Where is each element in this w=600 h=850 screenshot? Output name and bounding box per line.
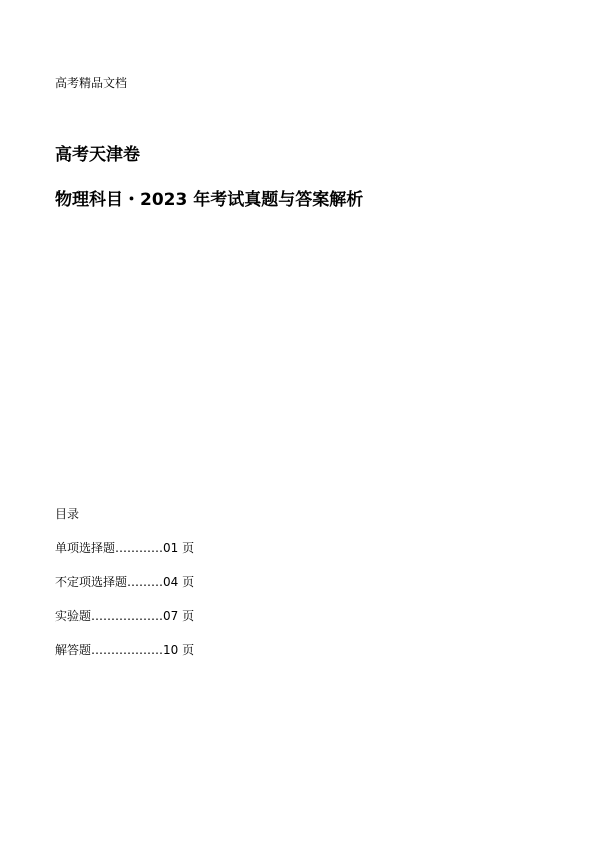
document-title: 高考天津卷: [55, 145, 140, 165]
table-of-contents: [55, 540, 194, 676]
toc-item-experiment: 实验题………………07 页: [55, 609, 195, 623]
toc-item-single-choice: 单项选择题…………01 页: [55, 541, 195, 555]
toc-item-multiple-choice: 不定项选择题………04 页: [55, 575, 195, 589]
header-label: 高考精品文档: [55, 76, 128, 90]
toc-item-problem-solving: 解答题………………10 页: [55, 643, 195, 657]
document-subtitle: 物理科目・2023 年考试真题与答案解析: [55, 190, 364, 210]
toc-heading: 目录: [55, 507, 80, 521]
